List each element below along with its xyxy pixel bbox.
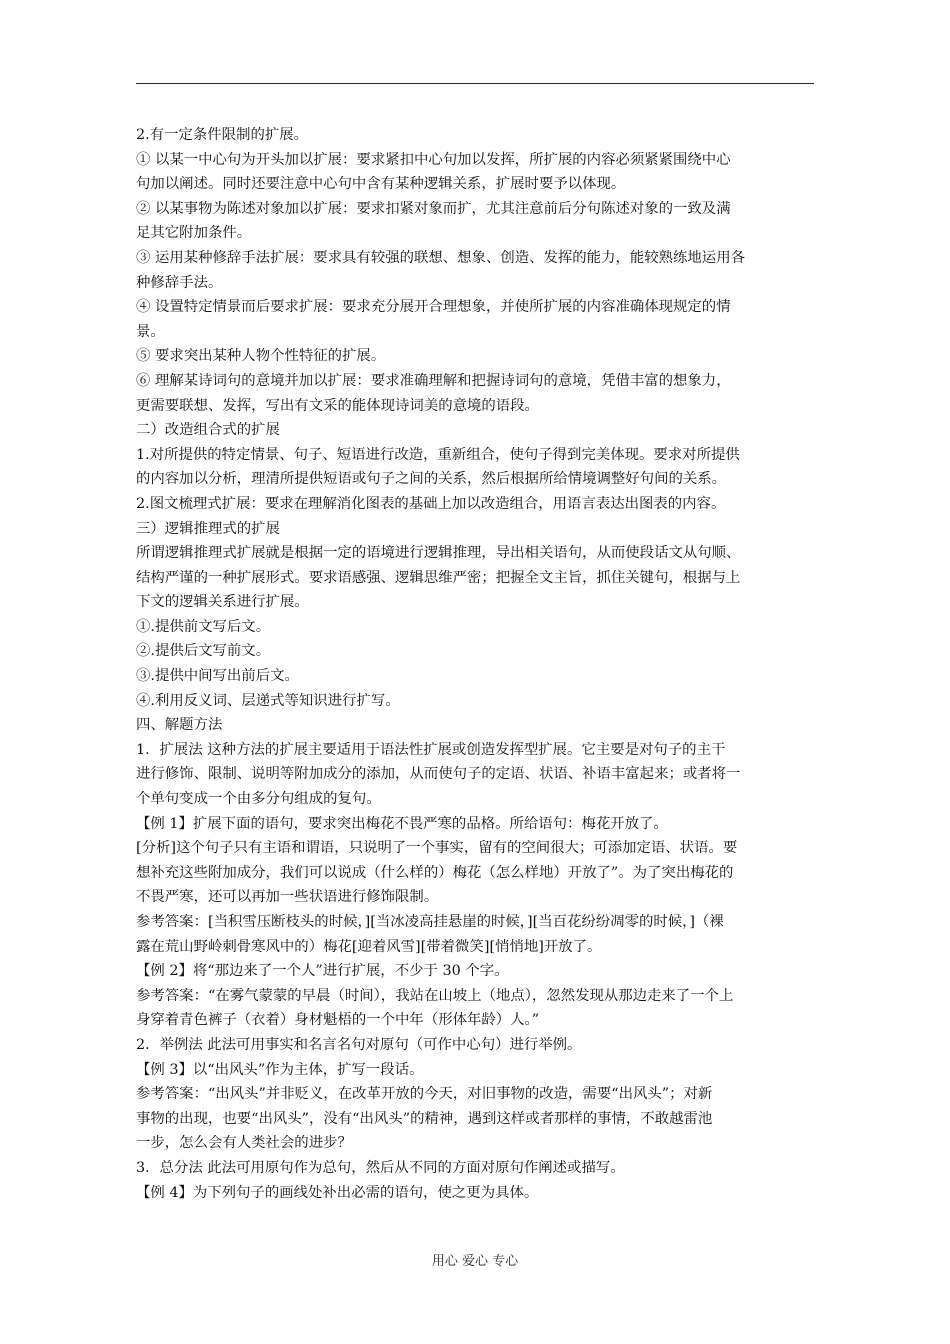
text-line: 1．扩展法 这种方法的扩展主要适用于语法性扩展或创造发挥型扩展。它主要是对句子的主干 [136, 741, 726, 758]
text-line: ③ 运用某种修辞手法扩展：要求具有较强的联想、想象、创造、发挥的能力，能较熟练地运用各 [136, 249, 745, 266]
text-line: ④.利用反义词、层递式等知识进行扩写。 [136, 692, 400, 709]
text-line: 【例 2】将“那边来了一个人”进行扩展，不少于 30 个字。 [136, 963, 509, 980]
text-line: ⑥ 理解某诗词句的意境并加以扩展：要求准确理解和把握诗词句的意境，凭借丰富的想象力， [136, 372, 731, 389]
text-line: 四、解题方法 [136, 717, 223, 734]
text-line: 【例 4】为下列句子的画线处补出必需的语句，使之更为具体。 [136, 1184, 539, 1201]
text-line: 身穿着青色裤子（衣着）身材魁梧的一个中年（形体年龄）人。” [136, 1012, 540, 1029]
text-line: 句加以阐述。同时还要注意中心句中含有某种逻辑关系，扩展时要予以体现。 [136, 176, 626, 193]
text-line: 一步，怎么会有人类社会的进步？ [136, 1135, 352, 1152]
text-line: 种修辞手法。 [136, 274, 223, 291]
text-line: 参考答案：“出风头”并非贬义，在改革开放的今天，对旧事物的改造，需要“出风头”；对新 [136, 1086, 713, 1103]
text-line: 下文的逻辑关系进行扩展。 [136, 594, 309, 611]
text-line: 2.有一定条件限制的扩展。 [136, 127, 309, 143]
header-rule [136, 83, 814, 84]
document-body [136, 123, 818, 1205]
text-line: 三）逻辑推理式的扩展 [136, 520, 280, 537]
text-line: 的内容加以分析，理清所提供短语或句子之间的关系，然后根据所给情境调整好句间的关系。 [136, 471, 727, 488]
text-line: 个单句变成一个由多分句组成的复句。 [136, 791, 381, 808]
text-line: 进行修饰、限制、说明等附加成分的添加，从而使句子的定语、状语、补语丰富起来；或者将一 [136, 766, 741, 783]
text-line: 1.对所提供的特定情景、句子、短语进行改造，重新组合，使句子得到完美体现。要求对所提供 [136, 446, 740, 463]
text-line: 【例 1】扩展下面的语句，要求突出梅花不畏严寒的品格。所给语句：梅花开放了。 [136, 815, 668, 832]
text-line: 所谓逻辑推理式扩展就是根据一定的语境进行逻辑推理，导出相关语句，从而使段话文从句顺、 [136, 545, 741, 562]
text-line: 2.图文梳理式扩展：要求在理解消化图表的基础上加以改造组合，用语言表达出图表的内容。 [136, 495, 726, 512]
text-line: ②.提供后文写前文。 [136, 643, 271, 660]
text-line: 更需要联想、发挥，写出有文采的能体现诗词美的意境的语段。 [136, 397, 539, 414]
text-line: ①.提供前文写后文。 [136, 618, 271, 635]
text-line: 二）改造组合式的扩展 [136, 422, 280, 439]
text-line: 参考答案：[当积雪压断枝头的时候，][当冰凌高挂悬崖的时候，][当百花纷纷凋零的时候，]（裸 [136, 914, 724, 930]
page-footer: 用心 爱心 专心 [431, 1254, 519, 1269]
text-line: ④ 设置特定情景而后要求扩展：要求充分展开合理想象，并使所扩展的内容准确体现规定的情 [136, 299, 731, 316]
text-line: ⑤ 要求突出某种人物个性特征的扩展。 [136, 348, 386, 365]
text-line: 不畏严寒，还可以再加一些状语进行修饰限制。 [136, 889, 439, 906]
text-line: 想补充这些附加成分，我们可以说成（什么样的）梅花（怎么样地）开放了”。为了突出梅花的 [136, 864, 734, 881]
text-line: 参考答案：“在雾气蒙蒙的早晨（时间），我站在山坡上（地点），忽然发现从那边走来了一个上 [136, 987, 734, 1004]
text-line: 【例 3】以“出风头”作为主体，扩写一段话。 [136, 1061, 424, 1078]
text-line: 景。 [136, 323, 165, 340]
text-line: 3．总分法 此法可用原句作为总句，然后从不同的方面对原句作阐述或描写。 [136, 1159, 625, 1176]
text-line: ① 以某一中心句为开头加以扩展：要求紧扣中心句加以发挥，所扩展的内容必须紧紧围绕中心 [136, 151, 731, 168]
text-line: 事物的出现，也要“出风头”，没有“出风头”的精神，遇到这样或者那样的事情，不敢越雷池 [136, 1110, 713, 1127]
text-line: 足其它附加条件。 [136, 225, 252, 242]
text-line: 露在荒山野岭刺骨寒风中的）梅花[迎着风雪][带着微笑][悄悄地]开放了。 [136, 938, 602, 955]
text-line: [分析]这个句子只有主语和谓语，只说明了一个事实，留有的空间很大；可添加定语、状语。要 [136, 840, 738, 857]
text-line: ② 以某事物为陈述对象加以扩展：要求扣紧对象而扩，尤其注意前后分句陈述对象的一致及满 [136, 200, 731, 217]
text-line: ③.提供中间写出前后文。 [136, 668, 299, 685]
text-line: 2．举例法 此法可用事实和名言名句对原句（可作中心句）进行举例。 [136, 1036, 582, 1053]
text-line: 结构严谨的一种扩展形式。要求语感强、逻辑思维严密；把握全文主旨，抓住关键句，根据与上 [136, 569, 741, 586]
